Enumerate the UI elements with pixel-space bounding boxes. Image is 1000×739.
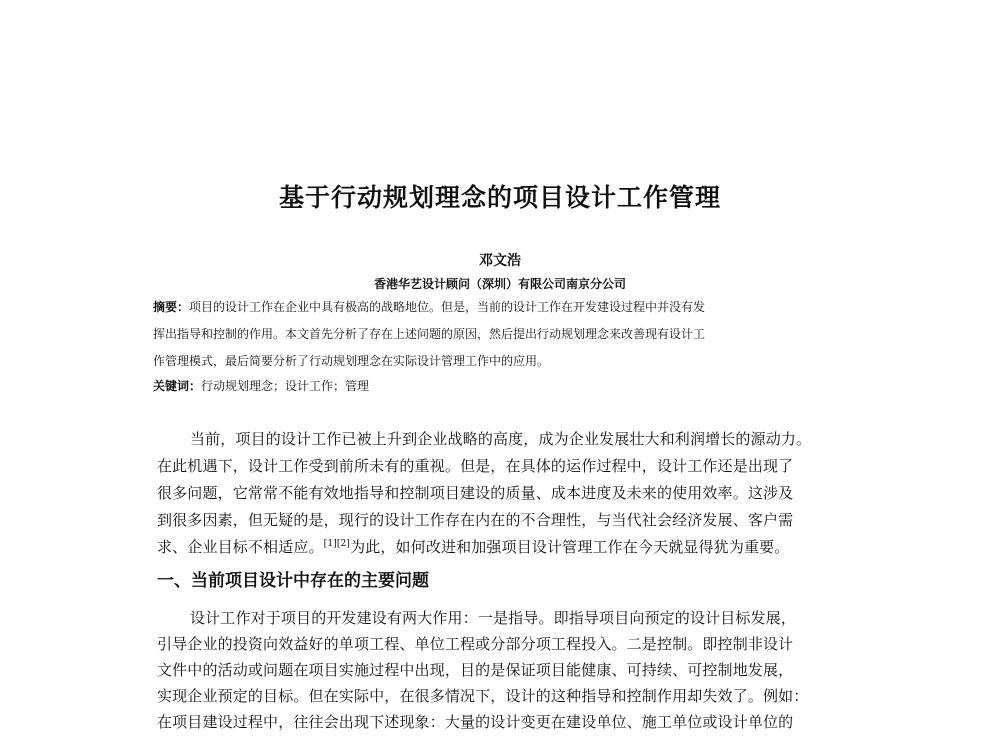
section-line: 在项目建设过程中，往往会出现下述现象：大量的设计变更在建设单位、施工单位或设计单位的 — [157, 713, 794, 731]
intro-text: 求、企业目标不相适应。 — [157, 538, 324, 556]
intro-line: 很多问题，它常常不能有效地指导和控制项目建设的质量、成本进度及未来的使用效率。这涉及 — [157, 484, 794, 502]
intro-line: 到很多因素，但无疑的是，现行的设计工作存在内在的不合理性，与当代社会经济发展、客户需 — [157, 511, 794, 529]
section-line: 实现企业预定的目标。但在实际中，在很多情况下，设计的这种指导和控制作用却失效了。例如： — [157, 687, 809, 705]
abstract-line: 作管理模式，最后简要分析了行动规划理念在实际设计管理工作中的应用。 — [153, 354, 550, 368]
intro-line: 当前，项目的设计工作已被上升到企业战略的高度，成为企业发展壮大和利润增长的源动力。 — [190, 430, 812, 448]
abstract — [153, 298, 853, 379]
abstract-label: 摘要： — [153, 300, 190, 314]
section-line: 设计工作对于项目的开发建设有两大作用：一是指导。即指导项目向预定的设计目标发展， — [190, 609, 797, 627]
abstract-line — [153, 298, 853, 325]
section-heading: 一、当前项目设计中存在的主要问题 — [157, 571, 429, 591]
keywords — [153, 377, 369, 394]
citation-ref: [1][2] — [323, 539, 351, 549]
keywords-text: 行动规划理念；设计工作；管理 — [201, 379, 370, 393]
abstract-line: 挥出指导和控制的作用。本文首先分析了存在上述问题的原因，然后提出行动规划理念来改善现有设计工 — [153, 327, 706, 341]
keywords-label: 关键词： — [153, 379, 202, 393]
abstract-text: 项目的设计工作在企业中具有极高的战略地位。但是，当前的设计工作在开发建设过程中并没有发 — [189, 300, 706, 314]
section-line: 引导企业的投资向效益好的单项工程、单位工程或分部分项工程投入。二是控制。即控制非设计 — [157, 635, 794, 653]
intro-line — [157, 536, 789, 557]
intro-line: 在此机遇下，设计工作受到前所未有的重视。但是，在具体的运作过程中，设计工作还是出现了 — [157, 457, 794, 475]
intro-text: 为此，如何改进和加强项目设计管理工作在今天就显得犹为重要。 — [350, 538, 790, 556]
section-line: 文件中的活动或问题在项目实施过程中出现，目的是保证项目能健康、可持续、可控制地发展， — [157, 661, 794, 679]
author-name: 邓文浩 — [479, 253, 521, 269]
paper-title: 基于行动规划理念的项目设计工作管理 — [278, 183, 721, 212]
author-affiliation: 香港华艺设计顾问（深圳）有限公司南京分公司 — [373, 277, 626, 291]
